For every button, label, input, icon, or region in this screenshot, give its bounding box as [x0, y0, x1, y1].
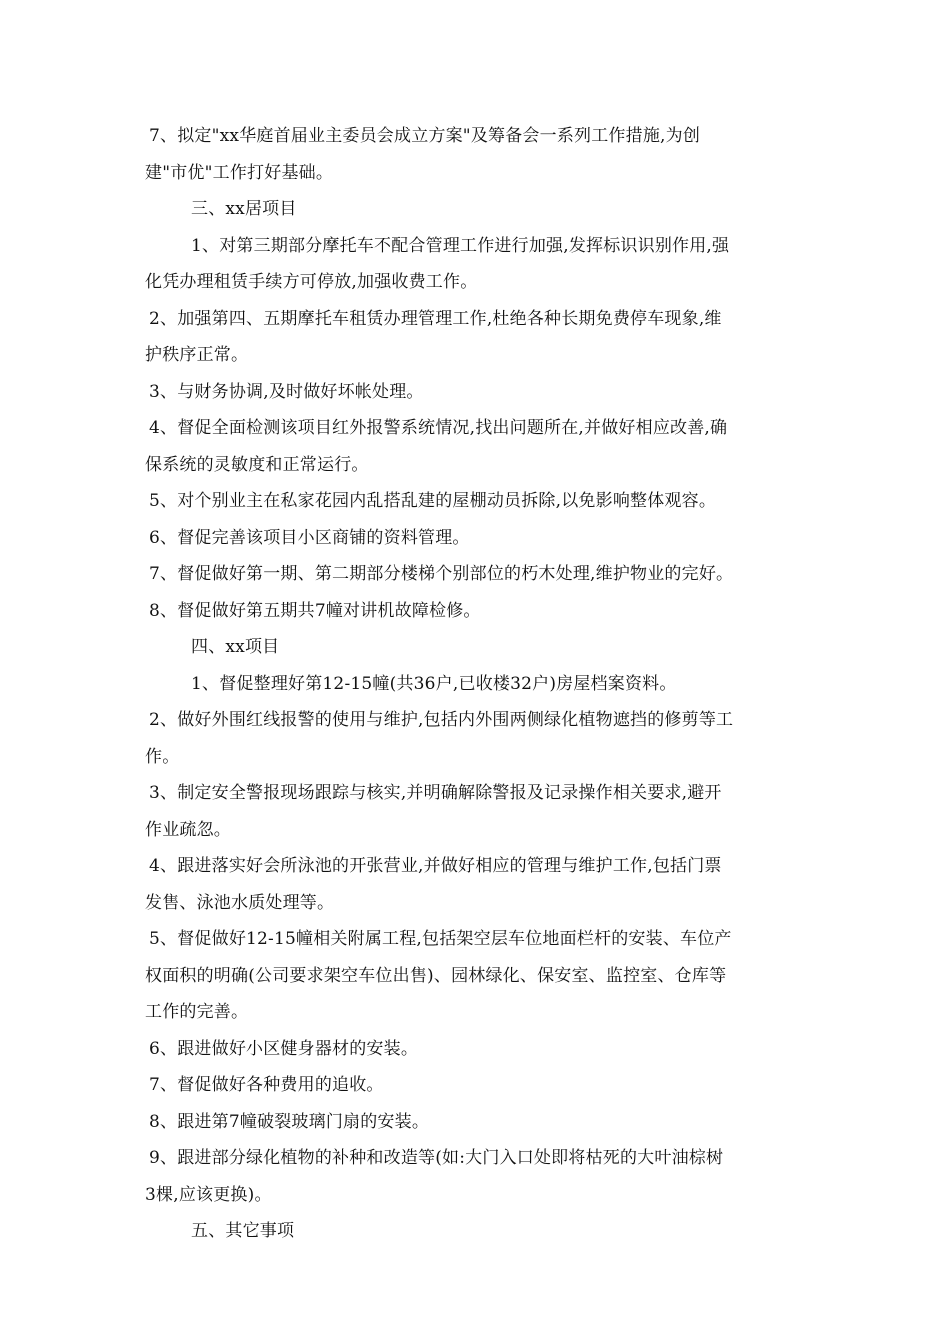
text-line: 8、督促做好第五期共7幢对讲机故障检修。 — [149, 600, 481, 621]
text-line: 6、督促完善该项目小区商铺的资料管理。 — [149, 527, 470, 548]
text-line: 5、督促做好12-15幢相关附属工程,包括架空层车位地面栏杆的安装、车位产 — [149, 929, 732, 949]
text-line: 建"市优"工作打好基础。 — [145, 162, 334, 183]
text-line: 工作的完善。 — [145, 1002, 249, 1022]
section-heading: 五、其它事项 — [191, 1221, 295, 1241]
text-line: 4、跟进落实好会所泳池的开张营业,并做好相应的管理与维护工作,包括门票 — [149, 856, 722, 876]
text-line: 权面积的明确(公司要求架空车位出售)、园林绿化、保安室、监控室、仓库等 — [145, 965, 727, 986]
text-line: 保系统的灵敏度和正常运行。 — [145, 454, 369, 475]
text-line: 4、督促全面检测该项目红外报警系统情况,找出问题所在,并做好相应改善,确 — [149, 418, 728, 438]
text-line: 3棵,应该更换)。 — [145, 1184, 272, 1205]
text-line: 2、做好外围红线报警的使用与维护,包括内外围两侧绿化植物遮挡的修剪等工 — [149, 710, 734, 730]
text-line: 9、跟进部分绿化植物的补种和改造等(如:大门入口处即将枯死的大叶油棕树 — [149, 1148, 724, 1168]
text-line: 3、制定安全警报现场跟踪与核实,并明确解除警报及记录操作相关要求,避开 — [149, 783, 722, 803]
text-line: 作。 — [145, 746, 180, 767]
text-line: 5、对个别业主在私家花园内乱搭乱建的屋棚动员拆除,以免影响整体观容。 — [149, 491, 717, 511]
text-line: 1、对第三期部分摩托车不配合管理工作进行加强,发挥标识识别作用,强 — [191, 235, 730, 256]
section-heading: 四、xx项目 — [191, 637, 280, 657]
text-line: 发售、泳池水质处理等。 — [145, 892, 335, 913]
text-line: 化凭办理租赁手续方可停放,加强收费工作。 — [145, 272, 478, 292]
text-line: 8、跟进第7幢破裂玻璃门扇的安装。 — [149, 1111, 430, 1132]
document-body — [145, 118, 820, 1250]
text-line: 护秩序正常。 — [145, 345, 249, 365]
text-line: 6、跟进做好小区健身器材的安装。 — [149, 1038, 419, 1059]
text-line: 作业疏忽。 — [145, 819, 231, 840]
text-line: 3、与财务协调,及时做好坏帐处理。 — [149, 381, 424, 402]
text-line: 1、督促整理好第12-15幢(共36户,已收楼32户)房屋档案资料。 — [191, 673, 677, 694]
text-line: 7、拟定"xx华庭首届业主委员会成立方案"及筹备会一系列工作措施,为创 — [149, 126, 701, 146]
text-line: 2、加强第四、五期摩托车租赁办理管理工作,杜绝各种长期免费停车现象,维 — [149, 308, 722, 329]
text-line: 7、督促做好第一期、第二期部分楼梯个别部位的朽木处理,维护物业的完好。 — [149, 564, 734, 584]
section-heading: 三、xx居项目 — [191, 199, 297, 219]
text-line: 7、督促做好各种费用的追收。 — [149, 1075, 384, 1095]
